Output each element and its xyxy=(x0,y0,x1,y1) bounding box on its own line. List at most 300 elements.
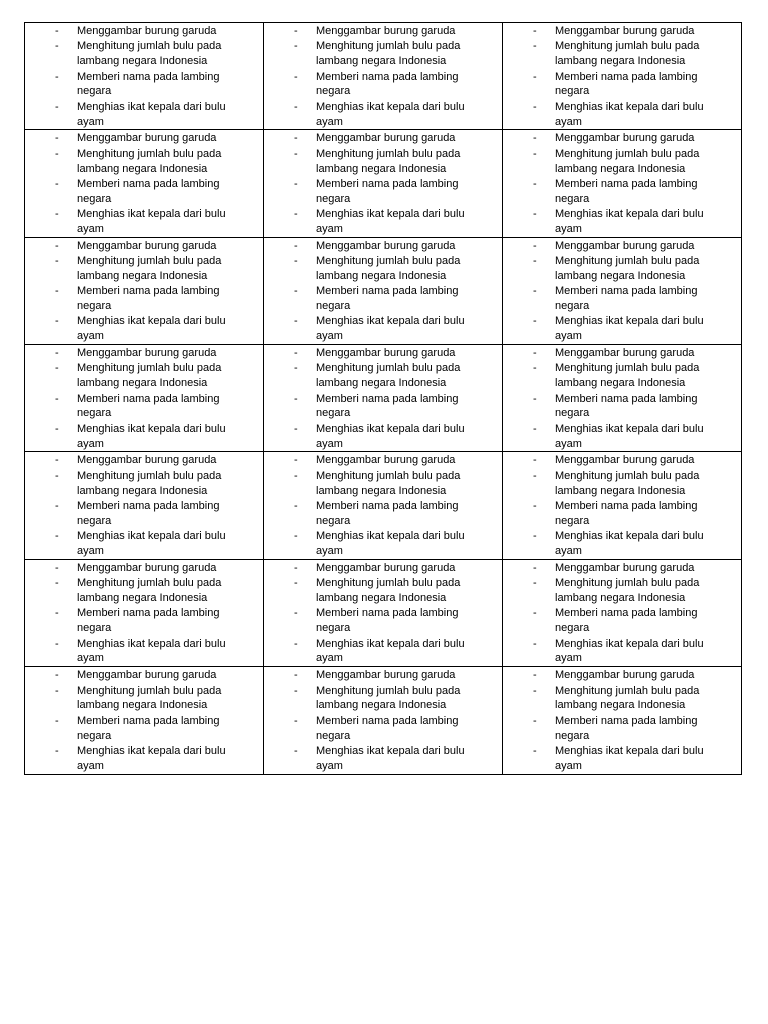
table-row xyxy=(25,237,742,344)
dash-bullet: - xyxy=(533,577,537,590)
dash-bullet: - xyxy=(55,714,59,727)
dash-bullet: - xyxy=(294,684,298,697)
list-item xyxy=(533,314,739,344)
list-item xyxy=(294,24,500,39)
list-item xyxy=(533,668,739,683)
list-item-text: Menghitung jumlah bulu pada lambang negara Indonesia xyxy=(316,40,461,68)
dash-bullet: - xyxy=(55,239,59,252)
list-item xyxy=(294,529,500,559)
list-item-text: Menghitung jumlah bulu pada lambang negara Indonesia xyxy=(316,577,461,604)
table-row xyxy=(25,23,742,130)
list-item xyxy=(294,100,500,130)
table-cell xyxy=(264,452,503,559)
dash-bullet: - xyxy=(55,315,59,328)
dash-bullet: - xyxy=(55,40,59,53)
list-item xyxy=(55,131,261,146)
dash-bullet: - xyxy=(533,315,537,328)
list-item-text: Menggambar burung garuda xyxy=(316,25,456,37)
list-item xyxy=(533,100,739,130)
list-item xyxy=(533,24,739,39)
task-list xyxy=(294,239,500,344)
list-item-text: Memberi nama pada lambing negara xyxy=(316,285,459,313)
list-item xyxy=(55,70,261,100)
list-item-text: Memberi nama pada lambing negara xyxy=(316,392,459,420)
dash-bullet: - xyxy=(533,40,537,53)
dash-bullet: - xyxy=(55,25,59,37)
list-item xyxy=(55,561,261,576)
list-item xyxy=(55,24,261,39)
list-item-text: Memberi nama pada lambing negara xyxy=(555,500,698,527)
task-list xyxy=(533,131,739,236)
list-item xyxy=(55,744,261,774)
list-item-text: Menggambar burung garuda xyxy=(555,561,695,574)
dash-bullet: - xyxy=(55,669,59,682)
list-item-text: Memberi nama pada lambing negara xyxy=(316,607,459,635)
dash-bullet: - xyxy=(294,40,298,53)
list-item xyxy=(294,422,500,452)
list-item xyxy=(533,744,739,774)
list-item-text: Memberi nama pada lambing negara xyxy=(77,607,220,635)
table-cell xyxy=(25,667,264,774)
table-cell xyxy=(264,23,503,130)
list-item-text: Menghitung jumlah bulu pada lambang negara Indonesia xyxy=(555,684,700,712)
list-item xyxy=(294,147,500,177)
dash-bullet: - xyxy=(533,469,537,482)
list-item-text: Menghias ikat kepala dari bulu ayam xyxy=(555,637,704,665)
dash-bullet: - xyxy=(55,132,59,145)
list-item xyxy=(55,668,261,683)
list-item xyxy=(294,606,500,636)
list-item-text: Menggambar burung garuda xyxy=(316,561,456,574)
list-item xyxy=(294,177,500,207)
list-item xyxy=(55,529,261,559)
list-item-text: Memberi nama pada lambing negara xyxy=(77,714,220,742)
dash-bullet: - xyxy=(294,347,298,360)
dash-bullet: - xyxy=(55,469,59,482)
list-item-text: Memberi nama pada lambing negara xyxy=(555,177,698,205)
table-cell xyxy=(25,130,264,237)
dash-bullet: - xyxy=(55,422,59,435)
table-row xyxy=(25,667,742,774)
table-row xyxy=(25,559,742,666)
table-cell xyxy=(503,237,742,344)
table-cell xyxy=(264,130,503,237)
task-list xyxy=(533,668,739,773)
table-cell xyxy=(503,452,742,559)
list-item-text: Menghias ikat kepala dari bulu ayam xyxy=(77,637,226,665)
list-item-text: Menghitung jumlah bulu pada lambang negara Indonesia xyxy=(316,684,461,712)
list-item xyxy=(533,239,739,254)
table-cell xyxy=(25,237,264,344)
list-item xyxy=(533,392,739,422)
dash-bullet: - xyxy=(294,25,298,37)
list-item xyxy=(55,469,261,499)
list-item-text: Memberi nama pada lambing negara xyxy=(555,285,698,313)
list-item xyxy=(294,284,500,314)
dash-bullet: - xyxy=(294,500,298,513)
dash-bullet: - xyxy=(533,561,537,574)
task-list xyxy=(294,346,500,451)
list-item xyxy=(533,39,739,69)
task-list xyxy=(55,453,261,558)
list-item-text: Menghitung jumlah bulu pada lambang negara Indonesia xyxy=(316,362,461,390)
list-item xyxy=(533,453,739,468)
dash-bullet: - xyxy=(294,530,298,543)
list-item-text: Menghitung jumlah bulu pada lambang negara Indonesia xyxy=(555,362,700,390)
dash-bullet: - xyxy=(294,577,298,590)
task-list xyxy=(55,24,261,129)
task-list xyxy=(55,131,261,236)
list-item xyxy=(533,346,739,361)
list-item xyxy=(55,346,261,361)
list-item xyxy=(55,177,261,207)
list-item-text: Menghitung jumlah bulu pada lambang negara Indonesia xyxy=(77,684,222,712)
list-item-text: Memberi nama pada lambing negara xyxy=(77,70,220,98)
list-item-text: Menghias ikat kepala dari bulu ayam xyxy=(555,208,704,235)
dash-bullet: - xyxy=(294,100,298,113)
dash-bullet: - xyxy=(294,315,298,328)
list-item xyxy=(55,576,261,606)
list-item xyxy=(533,469,739,499)
list-item xyxy=(294,314,500,344)
dash-bullet: - xyxy=(55,100,59,113)
dash-bullet: - xyxy=(55,577,59,590)
dash-bullet: - xyxy=(294,362,298,375)
dash-bullet: - xyxy=(533,454,537,467)
table-row xyxy=(25,452,742,559)
dash-bullet: - xyxy=(294,561,298,574)
list-item-text: Menghias ikat kepala dari bulu ayam xyxy=(316,530,465,557)
list-item-text: Memberi nama pada lambing negara xyxy=(316,714,459,742)
dash-bullet: - xyxy=(55,454,59,467)
list-item-text: Menggambar burung garuda xyxy=(77,454,217,467)
task-list xyxy=(533,561,739,666)
dash-bullet: - xyxy=(294,147,298,160)
list-item xyxy=(533,529,739,559)
list-item-text: Menggambar burung garuda xyxy=(316,669,456,682)
dash-bullet: - xyxy=(55,255,59,268)
list-item-text: Menghias ikat kepala dari bulu ayam xyxy=(555,530,704,557)
dash-bullet: - xyxy=(55,70,59,83)
dash-bullet: - xyxy=(533,208,537,221)
list-item xyxy=(55,684,261,714)
list-item-text: Menggambar burung garuda xyxy=(316,239,456,252)
list-item xyxy=(55,499,261,529)
dash-bullet: - xyxy=(55,637,59,650)
list-item xyxy=(533,70,739,100)
list-item xyxy=(533,576,739,606)
list-item-text: Menggambar burung garuda xyxy=(77,561,217,574)
dash-bullet: - xyxy=(55,607,59,620)
list-item-text: Menghias ikat kepala dari bulu ayam xyxy=(316,422,465,450)
task-list xyxy=(55,346,261,451)
list-item-text: Menghitung jumlah bulu pada lambang negara Indonesia xyxy=(316,147,461,175)
list-item xyxy=(533,714,739,744)
list-item-text: Menggambar burung garuda xyxy=(555,25,695,37)
list-item-text: Menghias ikat kepala dari bulu ayam xyxy=(316,637,465,665)
task-list xyxy=(533,346,739,451)
list-item xyxy=(55,714,261,744)
table-row xyxy=(25,130,742,237)
dash-bullet: - xyxy=(294,392,298,405)
list-item-text: Menggambar burung garuda xyxy=(77,132,217,145)
task-list xyxy=(533,239,739,344)
list-item xyxy=(294,714,500,744)
list-item xyxy=(533,147,739,177)
dash-bullet: - xyxy=(533,422,537,435)
list-item xyxy=(55,361,261,391)
list-item-text: Menghitung jumlah bulu pada lambang negara Indonesia xyxy=(77,469,222,497)
list-item xyxy=(533,284,739,314)
table-cell xyxy=(264,667,503,774)
list-item-text: Menggambar burung garuda xyxy=(316,347,456,360)
list-item-text: Menghias ikat kepala dari bulu ayam xyxy=(316,744,465,772)
worksheet-table xyxy=(24,22,742,775)
list-item-text: Menggambar burung garuda xyxy=(77,239,217,252)
list-item-text: Menghitung jumlah bulu pada lambang negara Indonesia xyxy=(77,255,222,282)
list-item-text: Memberi nama pada lambing negara xyxy=(77,392,220,420)
dash-bullet: - xyxy=(294,239,298,252)
table-cell xyxy=(503,667,742,774)
list-item-text: Menghias ikat kepala dari bulu ayam xyxy=(77,100,226,128)
list-item-text: Menghitung jumlah bulu pada lambang negara Indonesia xyxy=(555,40,700,68)
list-item xyxy=(533,606,739,636)
list-item-text: Menghitung jumlah bulu pada lambang negara Indonesia xyxy=(316,469,461,497)
list-item-text: Menghias ikat kepala dari bulu ayam xyxy=(555,315,704,343)
list-item-text: Menghitung jumlah bulu pada lambang negara Indonesia xyxy=(77,362,222,390)
list-item-text: Memberi nama pada lambing negara xyxy=(555,607,698,635)
list-item xyxy=(294,70,500,100)
list-item-text: Menggambar burung garuda xyxy=(555,239,695,252)
dash-bullet: - xyxy=(294,285,298,298)
list-item-text: Menggambar burung garuda xyxy=(555,132,695,145)
list-item xyxy=(294,499,500,529)
list-item xyxy=(55,147,261,177)
table-cell xyxy=(25,345,264,452)
table-cell xyxy=(503,559,742,666)
list-item xyxy=(55,207,261,237)
list-item xyxy=(55,254,261,284)
list-item xyxy=(533,207,739,237)
dash-bullet: - xyxy=(533,239,537,252)
list-item-text: Menghitung jumlah bulu pada lambang negara Indonesia xyxy=(77,40,222,68)
list-item xyxy=(294,239,500,254)
task-list xyxy=(533,453,739,558)
list-item xyxy=(533,177,739,207)
list-item xyxy=(533,684,739,714)
dash-bullet: - xyxy=(294,454,298,467)
dash-bullet: - xyxy=(294,208,298,221)
dash-bullet: - xyxy=(294,607,298,620)
list-item-text: Menghias ikat kepala dari bulu ayam xyxy=(316,100,465,128)
list-item xyxy=(294,637,500,667)
dash-bullet: - xyxy=(533,177,537,190)
list-item-text: Menghias ikat kepala dari bulu ayam xyxy=(316,208,465,235)
dash-bullet: - xyxy=(294,669,298,682)
task-list xyxy=(294,24,500,129)
list-item xyxy=(55,453,261,468)
dash-bullet: - xyxy=(55,362,59,375)
dash-bullet: - xyxy=(294,637,298,650)
dash-bullet: - xyxy=(294,177,298,190)
table-cell xyxy=(503,345,742,452)
dash-bullet: - xyxy=(533,669,537,682)
list-item-text: Menggambar burung garuda xyxy=(77,347,217,360)
list-item xyxy=(294,668,500,683)
list-item-text: Menghias ikat kepala dari bulu ayam xyxy=(316,315,465,343)
list-item xyxy=(294,392,500,422)
list-item-text: Menghitung jumlah bulu pada lambang negara Indonesia xyxy=(77,147,222,175)
list-item xyxy=(294,684,500,714)
dash-bullet: - xyxy=(533,132,537,145)
task-list xyxy=(55,239,261,344)
list-item-text: Menghitung jumlah bulu pada lambang negara Indonesia xyxy=(77,577,222,604)
list-item-text: Memberi nama pada lambing negara xyxy=(555,392,698,420)
table-cell xyxy=(264,559,503,666)
dash-bullet: - xyxy=(533,392,537,405)
table-cell xyxy=(25,23,264,130)
dash-bullet: - xyxy=(294,714,298,727)
task-list xyxy=(294,561,500,666)
dash-bullet: - xyxy=(533,147,537,160)
task-list xyxy=(55,668,261,773)
list-item-text: Memberi nama pada lambing negara xyxy=(316,177,459,205)
list-item xyxy=(294,576,500,606)
list-item xyxy=(294,469,500,499)
list-item xyxy=(533,361,739,391)
list-item-text: Menghias ikat kepala dari bulu ayam xyxy=(77,208,226,235)
list-item-text: Memberi nama pada lambing negara xyxy=(316,500,459,527)
dash-bullet: - xyxy=(55,561,59,574)
list-item xyxy=(55,284,261,314)
table-cell xyxy=(503,23,742,130)
task-list xyxy=(55,561,261,666)
list-item xyxy=(533,254,739,284)
table-cell xyxy=(25,452,264,559)
list-item-text: Menghias ikat kepala dari bulu ayam xyxy=(555,100,704,128)
dash-bullet: - xyxy=(533,255,537,268)
list-item-text: Menghitung jumlah bulu pada lambang negara Indonesia xyxy=(555,469,700,497)
list-item-text: Menggambar burung garuda xyxy=(316,132,456,145)
dash-bullet: - xyxy=(294,469,298,482)
list-item xyxy=(294,207,500,237)
list-item xyxy=(294,131,500,146)
list-item xyxy=(55,239,261,254)
list-item-text: Menghitung jumlah bulu pada lambang negara Indonesia xyxy=(316,255,461,282)
list-item xyxy=(55,392,261,422)
list-item-text: Menggambar burung garuda xyxy=(555,669,695,682)
list-item xyxy=(55,100,261,130)
list-item-text: Menghias ikat kepala dari bulu ayam xyxy=(555,744,704,772)
list-item-text: Menghitung jumlah bulu pada lambang negara Indonesia xyxy=(555,255,700,282)
list-item-text: Menggambar burung garuda xyxy=(77,669,217,682)
list-item-text: Memberi nama pada lambing negara xyxy=(77,500,220,527)
list-item-text: Menghias ikat kepala dari bulu ayam xyxy=(555,422,704,450)
dash-bullet: - xyxy=(533,530,537,543)
dash-bullet: - xyxy=(55,500,59,513)
list-item xyxy=(533,131,739,146)
list-item-text: Memberi nama pada lambing negara xyxy=(77,285,220,313)
dash-bullet: - xyxy=(55,392,59,405)
list-item-text: Menghias ikat kepala dari bulu ayam xyxy=(77,530,226,557)
dash-bullet: - xyxy=(294,744,298,757)
dash-bullet: - xyxy=(533,500,537,513)
list-item xyxy=(294,254,500,284)
list-item-text: Memberi nama pada lambing negara xyxy=(316,70,459,98)
table-cell xyxy=(25,559,264,666)
dash-bullet: - xyxy=(533,25,537,37)
list-item xyxy=(533,422,739,452)
list-item-text: Menghias ikat kepala dari bulu ayam xyxy=(77,744,226,772)
dash-bullet: - xyxy=(533,70,537,83)
dash-bullet: - xyxy=(533,347,537,360)
list-item xyxy=(55,314,261,344)
list-item xyxy=(294,561,500,576)
dash-bullet: - xyxy=(294,422,298,435)
list-item-text: Menggambar burung garuda xyxy=(316,454,456,467)
task-list xyxy=(533,24,739,129)
dash-bullet: - xyxy=(533,607,537,620)
list-item-text: Menghias ikat kepala dari bulu ayam xyxy=(77,315,226,343)
list-item xyxy=(533,561,739,576)
table-cell xyxy=(264,345,503,452)
task-list xyxy=(294,668,500,773)
dash-bullet: - xyxy=(533,100,537,113)
dash-bullet: - xyxy=(294,255,298,268)
list-item xyxy=(533,499,739,529)
list-item xyxy=(55,606,261,636)
list-item-text: Memberi nama pada lambing negara xyxy=(555,714,698,742)
list-item-text: Memberi nama pada lambing negara xyxy=(77,177,220,205)
dash-bullet: - xyxy=(55,744,59,757)
dash-bullet: - xyxy=(533,637,537,650)
dash-bullet: - xyxy=(55,684,59,697)
list-item xyxy=(55,637,261,667)
list-item xyxy=(294,453,500,468)
list-item-text: Menghitung jumlah bulu pada lambang negara Indonesia xyxy=(555,147,700,175)
dash-bullet: - xyxy=(55,285,59,298)
task-list xyxy=(294,131,500,236)
table-cell xyxy=(264,237,503,344)
dash-bullet: - xyxy=(533,684,537,697)
list-item-text: Menggambar burung garuda xyxy=(555,454,695,467)
table-row xyxy=(25,345,742,452)
dash-bullet: - xyxy=(533,744,537,757)
list-item xyxy=(55,422,261,452)
dash-bullet: - xyxy=(55,177,59,190)
dash-bullet: - xyxy=(55,147,59,160)
dash-bullet: - xyxy=(533,362,537,375)
list-item xyxy=(533,637,739,667)
table-cell xyxy=(503,130,742,237)
dash-bullet: - xyxy=(294,70,298,83)
dash-bullet: - xyxy=(533,714,537,727)
list-item xyxy=(294,744,500,774)
dash-bullet: - xyxy=(55,530,59,543)
list-item xyxy=(55,39,261,69)
task-list xyxy=(294,453,500,558)
dash-bullet: - xyxy=(294,132,298,145)
list-item-text: Menghias ikat kepala dari bulu ayam xyxy=(77,422,226,450)
list-item xyxy=(294,346,500,361)
list-item-text: Menghitung jumlah bulu pada lambang negara Indonesia xyxy=(555,577,700,604)
list-item-text: Menggambar burung garuda xyxy=(555,347,695,360)
dash-bullet: - xyxy=(55,208,59,221)
list-item xyxy=(294,361,500,391)
dash-bullet: - xyxy=(55,347,59,360)
dash-bullet: - xyxy=(533,285,537,298)
list-item-text: Menggambar burung garuda xyxy=(77,25,217,37)
